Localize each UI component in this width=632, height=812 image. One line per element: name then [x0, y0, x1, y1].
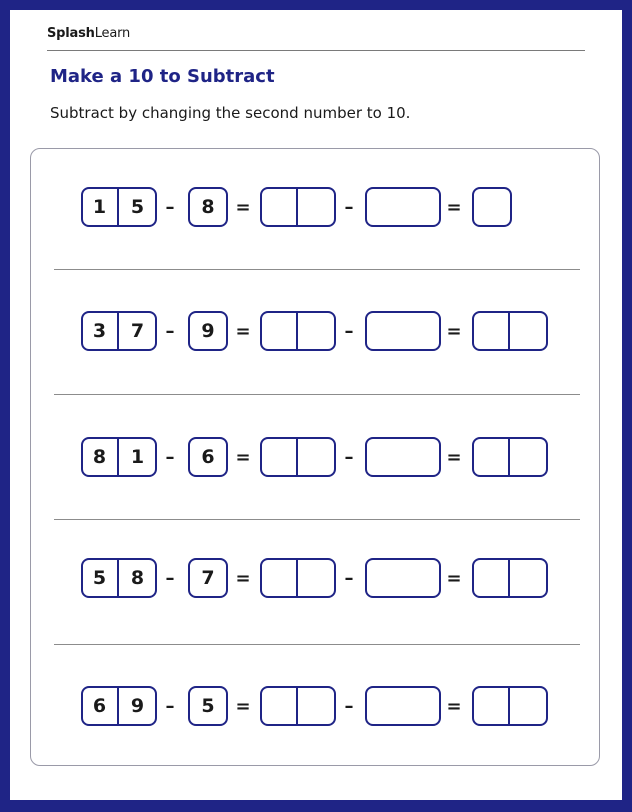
answer-box-divider [296, 686, 298, 726]
minuend-tens: 5 [92, 567, 107, 589]
equals-sign: = [235, 446, 251, 468]
minus-sign: – [344, 567, 354, 589]
instructions-text: Subtract by changing the second number to 10. [50, 104, 411, 122]
minus-sign: – [344, 446, 354, 468]
minus-sign: – [165, 320, 175, 342]
minus-sign: – [165, 446, 175, 468]
problem-row-1 [31, 187, 601, 227]
equals-sign: = [446, 567, 462, 589]
subtrahend-box: 5 [188, 686, 228, 726]
minuend-ones: 9 [130, 695, 145, 717]
answer-box-two-digit[interactable] [472, 686, 548, 726]
minus-sign: – [344, 695, 354, 717]
page-title: Make a 10 to Subtract [50, 66, 275, 87]
answer-box-two-digit[interactable] [260, 437, 336, 477]
problem-row-2 [31, 311, 601, 351]
answer-box-two-digit[interactable] [260, 311, 336, 351]
minuend-ones: 1 [130, 446, 145, 468]
minuend-ones: 7 [130, 320, 145, 342]
worksheet-page [10, 10, 622, 800]
equals-sign: = [235, 320, 251, 342]
answer-box-wide[interactable] [365, 686, 441, 726]
minus-sign: – [165, 695, 175, 717]
equals-sign: = [235, 196, 251, 218]
minuend-ones: 8 [130, 567, 145, 589]
minuend-ones: 5 [130, 196, 145, 218]
row-divider [54, 269, 580, 270]
answer-box-wide[interactable] [365, 558, 441, 598]
brand-light: Learn [94, 26, 131, 41]
answer-box-divider [508, 311, 510, 351]
minus-sign: – [344, 196, 354, 218]
answer-box-divider [508, 558, 510, 598]
answer-box-divider [296, 187, 298, 227]
answer-box-divider [296, 558, 298, 598]
splashlearn-logo [47, 26, 130, 41]
subtrahend-box: 6 [188, 437, 228, 477]
row-divider [54, 394, 580, 395]
equals-sign: = [446, 320, 462, 342]
minuend-tens: 1 [92, 196, 107, 218]
answer-box-two-digit[interactable] [260, 187, 336, 227]
brand-bold: Splash [47, 26, 95, 41]
subtrahend-box: 7 [188, 558, 228, 598]
subtrahend-box: 9 [188, 311, 228, 351]
minuend-tens: 3 [92, 320, 107, 342]
row-divider [54, 644, 580, 645]
equals-sign: = [446, 695, 462, 717]
answer-box-wide[interactable] [365, 187, 441, 227]
answer-box-two-digit[interactable] [472, 437, 548, 477]
row-divider [54, 519, 580, 520]
answer-box-one-digit[interactable] [472, 187, 512, 227]
problems-panel [30, 148, 600, 766]
answer-box-divider [508, 437, 510, 477]
answer-box-two-digit[interactable] [260, 558, 336, 598]
answer-box-divider [296, 437, 298, 477]
header-divider [47, 50, 585, 51]
equals-sign: = [446, 196, 462, 218]
minus-sign: – [165, 196, 175, 218]
answer-box-wide[interactable] [365, 311, 441, 351]
equals-sign: = [235, 567, 251, 589]
equals-sign: = [235, 695, 251, 717]
answer-box-divider [296, 311, 298, 351]
answer-box-two-digit[interactable] [472, 558, 548, 598]
equals-sign: = [446, 446, 462, 468]
minuend-tens: 6 [92, 695, 107, 717]
problem-row-4 [31, 558, 601, 598]
answer-box-wide[interactable] [365, 437, 441, 477]
answer-box-two-digit[interactable] [260, 686, 336, 726]
problem-row-3 [31, 437, 601, 477]
minuend-tens: 8 [92, 446, 107, 468]
answer-box-two-digit[interactable] [472, 311, 548, 351]
subtrahend-box: 8 [188, 187, 228, 227]
minus-sign: – [344, 320, 354, 342]
problem-row-5 [31, 686, 601, 726]
minus-sign: – [165, 567, 175, 589]
answer-box-divider [508, 686, 510, 726]
